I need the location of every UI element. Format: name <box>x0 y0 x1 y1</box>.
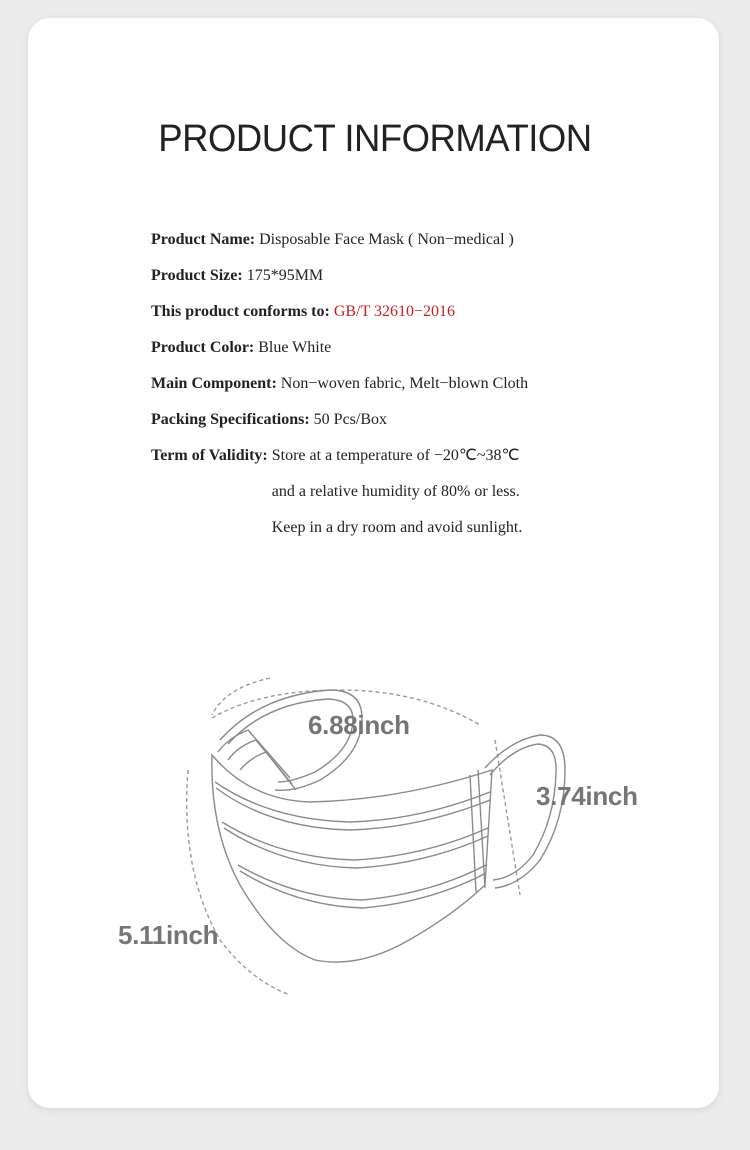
validity-row <box>151 444 671 552</box>
validity-lines <box>272 444 523 552</box>
height-dimension-label: 3.74inch <box>536 781 638 811</box>
mask-top-fold <box>218 730 290 778</box>
validity-line-1: Store at a temperature of −20℃~38℃ <box>271 447 520 464</box>
product-name-row <box>151 228 671 264</box>
mask-pleat-3 <box>222 822 488 860</box>
conforms-row <box>151 300 671 336</box>
product-name-value: Disposable Face Mask ( Non−medical ) <box>259 231 514 248</box>
packing-row <box>151 408 671 444</box>
top-left-measure-arc <box>212 678 270 715</box>
packing-label: Packing Specifications: <box>151 411 310 428</box>
product-size-row <box>151 264 671 300</box>
validity-label: Term of Validity: <box>151 447 268 464</box>
product-color-row <box>151 336 671 372</box>
conforms-label: This product conforms to: <box>151 303 330 320</box>
validity-line-2: and a relative humidity of 80% or less. <box>271 483 520 500</box>
validity-line-3: Keep in a dry room and avoid sunlight. <box>271 519 523 536</box>
mask-pleat-6 <box>240 871 486 908</box>
product-info-list <box>151 228 671 552</box>
conforms-standard: GB/T 32610−2016 <box>333 303 456 320</box>
product-size-label: Product Size: <box>151 267 243 284</box>
mask-top-fold-2 <box>228 740 292 784</box>
mask-pleat-1 <box>215 782 490 822</box>
packing-value: 50 Pcs/Box <box>313 411 388 428</box>
page-title: PRODUCT INFORMATION <box>158 118 592 160</box>
product-name-label: Product Name: <box>151 231 256 248</box>
mask-body-outline <box>212 755 492 962</box>
mask-pleat-4 <box>224 828 488 868</box>
mask-pleat-2 <box>216 788 490 830</box>
product-color-value: Blue White <box>258 339 332 356</box>
product-size-value: 175*95MM <box>246 267 324 284</box>
product-color-label: Product Color: <box>151 339 255 356</box>
length-dimension-label: 6.88inch <box>308 710 410 740</box>
main-component-label: Main Component: <box>151 375 277 392</box>
width-dimension-label: 5.11inch <box>118 920 219 950</box>
mask-side-band <box>478 770 485 888</box>
mask-pleat-5 <box>238 865 486 900</box>
main-component-value: Non−woven fabric, Melt−blown Cloth <box>280 375 529 392</box>
main-component-row <box>151 372 671 408</box>
right-ear-loop-inner <box>490 744 556 880</box>
mask-top-fold-3 <box>240 752 296 790</box>
